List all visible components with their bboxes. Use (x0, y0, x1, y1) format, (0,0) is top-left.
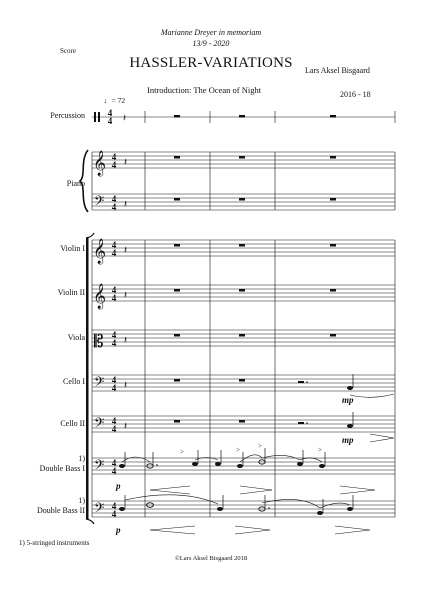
composition-years: 2016 - 18 (340, 90, 371, 99)
hairpin (240, 486, 272, 494)
quarter-rest-icon: 𝄽 (124, 421, 128, 432)
time-signature: 4 (111, 160, 117, 170)
svg-text:>: > (180, 448, 184, 456)
whole-rests (174, 115, 336, 423)
time-signature: 4 (111, 285, 117, 295)
crescendo-hairpin (370, 434, 394, 442)
hairpin (335, 526, 370, 534)
copyright-notice: ©Lars Aksel Bisgaard 2018 (174, 555, 248, 562)
barlines (92, 111, 395, 517)
piece-title: HASSLER-VARIATIONS (129, 55, 293, 71)
hairpin (235, 526, 270, 534)
time-signature: 4 (107, 108, 113, 118)
string-bracket (86, 233, 94, 524)
instrument-label-violin-1: Violin I (60, 244, 85, 253)
piano-bass-staff (92, 194, 395, 210)
treble-clef-icon: 𝄞 (93, 284, 107, 309)
time-signature: 4 (111, 152, 117, 162)
instrument-label-double-bass-1: Double Bass I (39, 464, 85, 473)
bass-clef-icon: 𝄢 (94, 415, 105, 434)
time-signature: 4 (111, 501, 117, 511)
bass-clef-icon: 𝄢 (94, 500, 105, 519)
dedication-line-1: Marianne Dreyer in memoriam (160, 28, 262, 37)
composer-name: Lars Aksel Bisgaard (305, 66, 370, 75)
viola-staff (92, 330, 395, 346)
cello-1-entry (298, 374, 394, 397)
time-signature: 4 (111, 330, 117, 340)
svg-text:>: > (236, 446, 240, 454)
double-bass-1-staff (92, 458, 395, 474)
time-signature: 4 (111, 424, 117, 434)
time-signature: 4 (111, 509, 117, 519)
instrument-label-viola: Viola (67, 333, 85, 342)
time-signature: 4 (111, 240, 117, 250)
time-signature: 4 (111, 383, 117, 393)
instrument-label-percussion: Percussion (50, 111, 85, 120)
piano-treble-staff (92, 152, 395, 168)
instrument-label-cello-2: Cello II (60, 419, 85, 428)
dynamic-marking: p (116, 481, 121, 491)
cello-2-staff (92, 416, 395, 432)
svg-text:>: > (318, 446, 322, 454)
movement-subtitle: Introduction: The Ocean of Night (147, 85, 262, 95)
bass-clef-icon: 𝄢 (94, 457, 105, 476)
bass-clef-icon: 𝄢 (94, 374, 105, 393)
time-signature: 4 (111, 202, 117, 212)
quarter-rest-icon: 𝄽 (124, 245, 128, 256)
time-signature: 4 (107, 116, 113, 126)
instrument-label-cello-1: Cello I (63, 377, 85, 386)
dedication-line-2: 13/9 - 2020 (192, 39, 230, 48)
tempo-marking: ♩= 72 (104, 96, 126, 105)
instrument-label-violin-2: Violin II (57, 288, 85, 297)
quarter-rest-icon: 𝄽 (123, 113, 127, 124)
violin-1-staff (92, 240, 395, 256)
alto-clef-icon: 𝄡 (94, 332, 104, 352)
treble-clef-icon: 𝄞 (93, 151, 107, 176)
time-signature: 4 (111, 375, 117, 385)
time-signature: 4 (111, 466, 117, 476)
time-signature: 4 (111, 293, 117, 303)
time-signature: 4 (111, 458, 117, 468)
piano-brace (80, 150, 88, 212)
svg-text:>: > (258, 442, 262, 450)
time-signature: 4 (111, 416, 117, 426)
quarter-rest-icon: 𝄽 (124, 335, 128, 346)
time-signature: 4 (111, 194, 117, 204)
quarter-rest-icon: 𝄽 (124, 157, 128, 168)
instrument-footnote-mark-bass-1: 1) (78, 454, 85, 463)
instrument-label-double-bass-2: Double Bass II (37, 506, 85, 515)
time-signature: 4 (111, 248, 117, 258)
instrument-label-piano: Piano (66, 179, 85, 188)
time-signature: 4 (111, 338, 117, 348)
hairpin (150, 486, 190, 494)
double-bass-1-notes (119, 442, 375, 494)
instrument-footnote-mark-bass-2: 1) (78, 496, 85, 505)
dynamic-marking: mp (342, 435, 354, 445)
quarter-rest-icon: 𝄽 (124, 380, 128, 391)
instrument-footnote: 1) 5-stringed instruments (19, 539, 90, 547)
bass-clef-icon: 𝄢 (94, 193, 105, 212)
hairpin (340, 486, 375, 494)
dynamic-marking: mp (342, 395, 354, 405)
treble-clef-icon: 𝄞 (93, 239, 107, 264)
score-label: Score (60, 47, 76, 55)
quarter-rest-icon: 𝄽 (124, 290, 128, 301)
quarter-rest-icon: 𝄽 (124, 199, 128, 210)
dynamic-marking: p (116, 525, 121, 535)
hairpin (150, 526, 195, 534)
violin-2-staff (92, 285, 395, 301)
